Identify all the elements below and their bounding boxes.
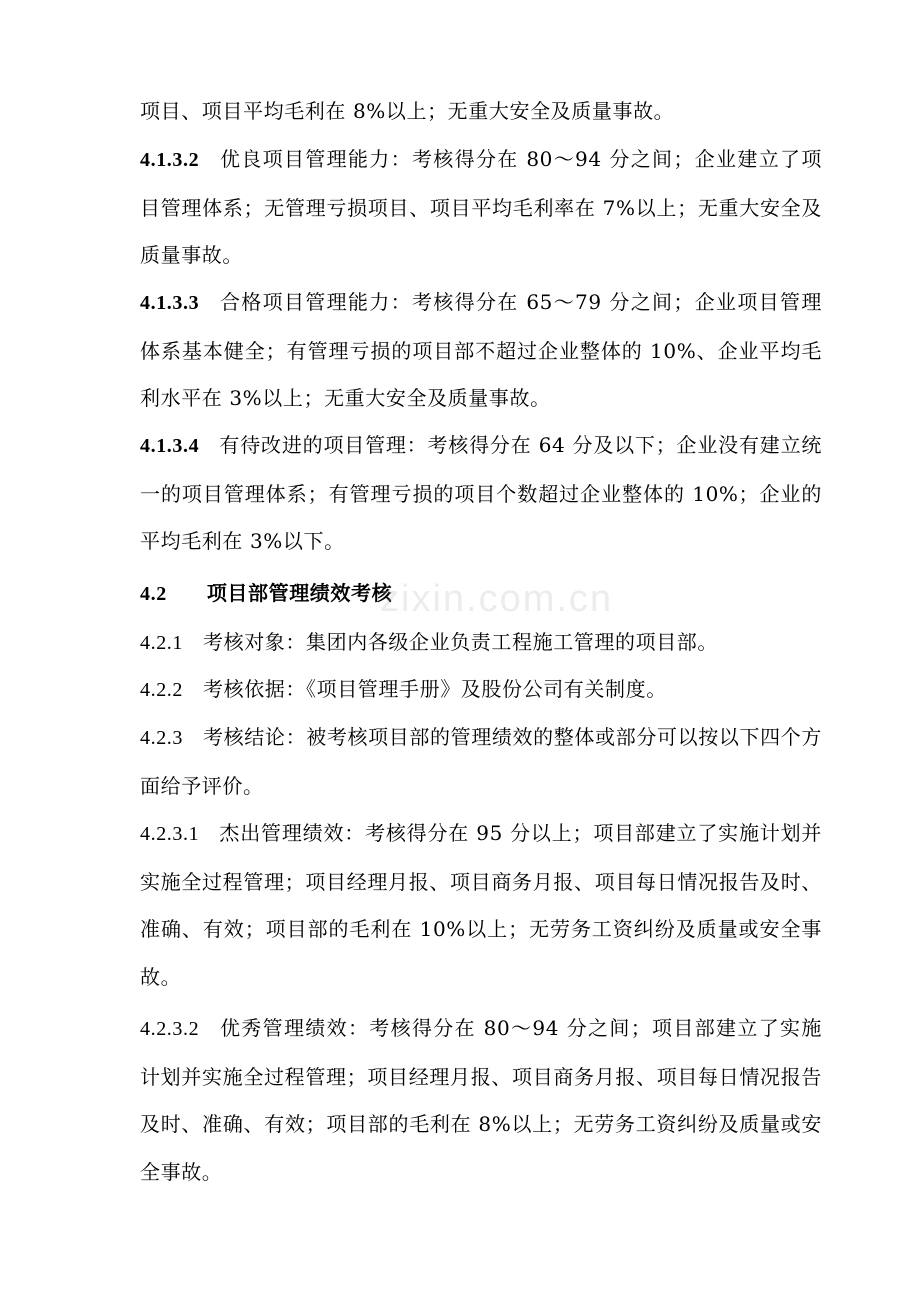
section-number: 4.2 — [140, 583, 167, 605]
paragraph-text: 合格项目管理能力：考核得分在 65～79 分之间；企业项目管理体系基本健全；有管理亏损的项目部不超过企业整体的 10%、企业平均毛利水平在 3%以上；无重大安全及质量事故。 — [140, 290, 822, 410]
section-number: 4.2.3 — [140, 727, 183, 749]
section-title: 项目部管理绩效考核 — [206, 581, 393, 605]
section-number: 4.2.3.1 — [140, 823, 200, 845]
paragraph-text: 杰出管理绩效：考核得分在 95 分以上；项目部建立了实施计划并实施全过程管理；项目经理月报、项目商务月报、项目每日情况报告及时、准确、有效；项目部的毛利在 10%以上；无劳务工资纠纷及质量或安全事故。 — [140, 821, 822, 989]
paragraph-4-1-3-2 — [140, 136, 822, 280]
paragraph-4-2-3-1 — [140, 810, 822, 1001]
watermark: zixin.com.cn — [380, 578, 614, 620]
paragraph-4-2-3-2 — [140, 1005, 822, 1196]
paragraph-4-1-3-1-continued — [140, 88, 822, 136]
section-number: 4.1.3.4 — [140, 435, 200, 457]
paragraph-text: 考核结论：被考核项目部的管理绩效的整体或部分可以按以下四个方面给予评价。 — [140, 725, 822, 798]
paragraph-4-2-3 — [140, 714, 822, 810]
section-number: 4.1.3.3 — [140, 292, 200, 314]
paragraph-text: 有待改进的项目管理：考核得分在 64 分及以下；企业没有建立统一的项目管理体系；有管理亏损的项目个数超过企业整体的 10%；企业的平均毛利在 3%以下。 — [140, 433, 822, 553]
paragraph-text: 优秀管理绩效：考核得分在 80～94 分之间；项目部建立了实施计划并实施全过程管理；项目经理月报、项目商务月报、项目每日情况报告及时、准确、有效；项目部的毛利在 8%以上；无劳务工资纠纷及质量或安全事故。 — [140, 1016, 822, 1184]
paragraph-text: 项目、项目平均毛利在 8%以上；无重大安全及质量事故。 — [140, 99, 675, 123]
paragraph-text: 优良项目管理能力：考核得分在 80～94 分之间；企业建立了项目管理体系；无管理亏损项目、项目平均毛利率在 7%以上；无重大安全及质量事故。 — [140, 147, 822, 267]
section-number: 4.2.2 — [140, 679, 183, 701]
paragraph-text: 考核对象：集团内各级企业负责工程施工管理的项目部。 — [203, 630, 718, 654]
paragraph-text: 考核依据：《项目管理手册》及股份公司有关制度。 — [203, 677, 667, 701]
section-heading-4-2 — [140, 570, 822, 619]
section-number: 4.1.3.2 — [140, 149, 200, 171]
paragraph-4-1-3-4 — [140, 422, 822, 566]
section-number: 4.2.3.2 — [140, 1018, 200, 1040]
paragraph-4-2-1 — [140, 619, 822, 668]
paragraph-4-1-3-3 — [140, 279, 822, 423]
section-number: 4.2.1 — [140, 632, 183, 654]
paragraph-4-2-2 — [140, 666, 822, 715]
